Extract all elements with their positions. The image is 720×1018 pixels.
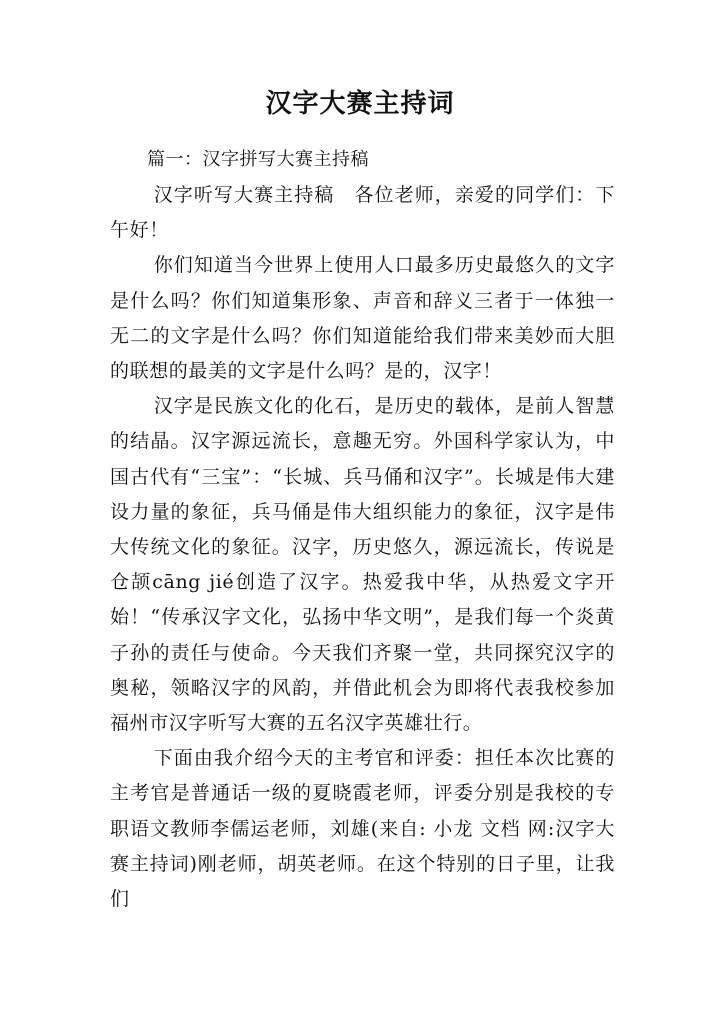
body-text (110, 178, 615, 917)
paragraph-greeting: 汉字听写大赛主持稿 各位老师，亲爱的同学们：下午好！ (110, 184, 615, 242)
paragraph-judges: 下面由我介绍今天的主考官和评委：担任本次比赛的主考官是普通话一级的夏晓霞老师，评委分别是我校的专职语文教师李儒运老师，刘雄(来自: 小龙 文档 网:汉字大赛主持词)刚老师，胡英老师。在这个特别的日子里，让我们 (110, 747, 615, 911)
section-heading: 篇一：汉字拼写大赛主持稿 (147, 149, 369, 170)
document-title: 汉字大赛主持词 (265, 89, 455, 119)
paragraph-questions: 你们知道当今世界上使用人口最多历史最悠久的文字是什么吗？你们知道集形象、声音和辞义三者于一体独一无二的文字是什么吗？你们知道能给我们带来美妙而大胆的联想的最美的文字是什么吗？是的，汉字！ (110, 254, 615, 383)
paragraph-history: 汉字是民族文化的化石，是历史的载体，是前人智慧的结晶。汉字源远流长，意趣无穷。外国科学家认为，中国古代有“三宝”：“长城、兵马俑和汉字”。长城是伟大建设力量的象征，兵马俑是伟大组织能力的象征，汉字是伟大传统文化的象征。汉字，历史悠久，源远流长，传说是仓颉cāng jié创造了汉字。热爱我中华，从热爱文字开始！“传承汉字文化，弘扬中华文明”，是我们每一个炎黄子孙的责任与使命。今天我们齐聚一堂，共同探究汉字的奥秘，领略汉字的风韵，并借此机会为即将代表我校参加福州市汉字听写大赛的五名汉字英雄壮行。 (110, 395, 615, 735)
